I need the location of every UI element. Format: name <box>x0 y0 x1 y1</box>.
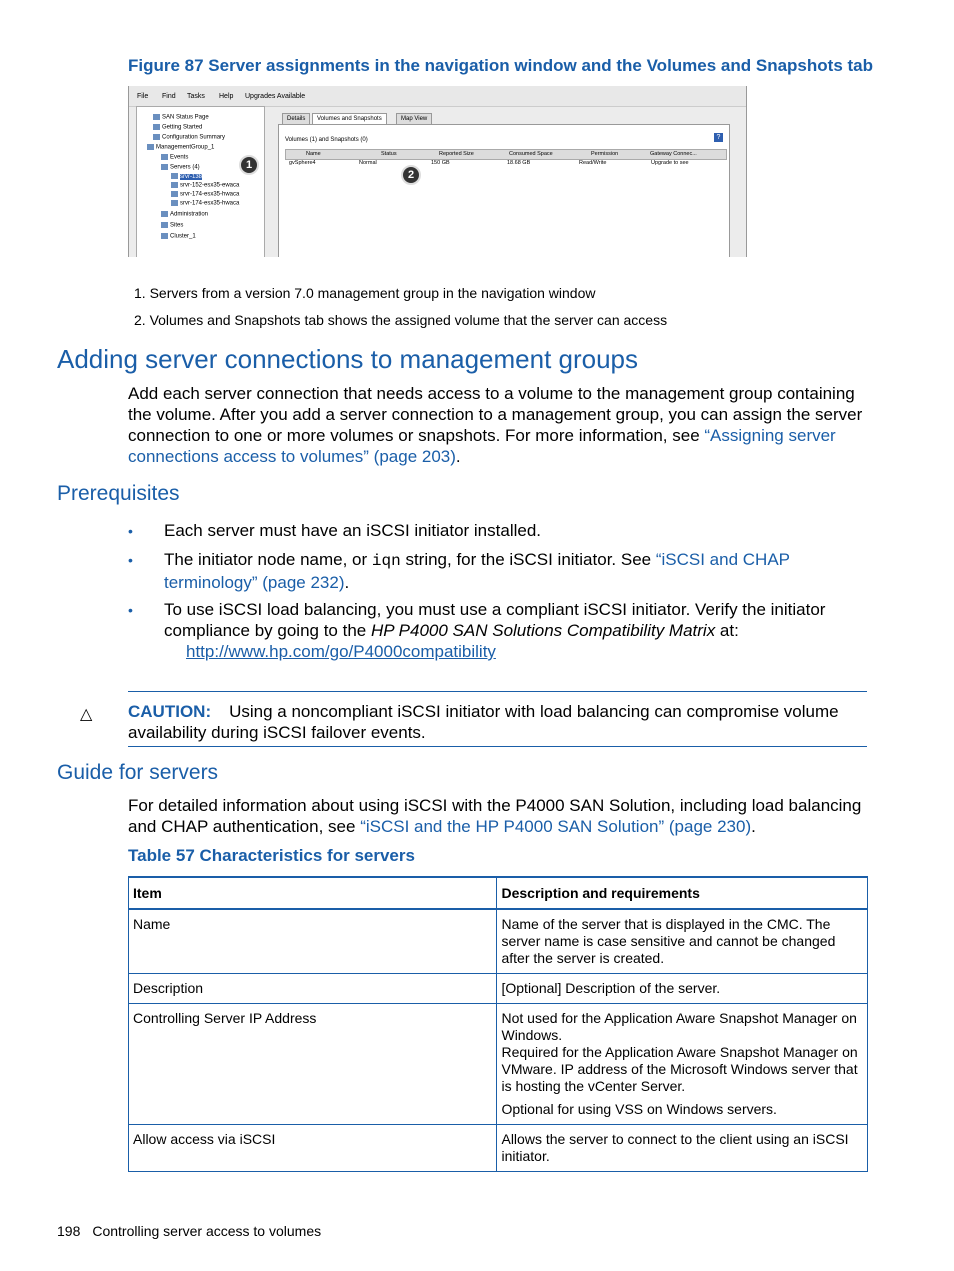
bullet-icon: • <box>128 523 133 539</box>
intro-text: Add each server connection that needs access to a volume to the management group containing the volume. After you add a server connection to a management group, you can assign the server connection to one or more volumes or snapshots. For more information, see <box>128 384 863 445</box>
nav-label: Events <box>170 154 189 161</box>
guide-heading: Guide for servers <box>57 761 219 784</box>
table-row <box>129 974 868 1004</box>
b2-end: . <box>344 573 350 592</box>
nav-label: Servers (4) <box>170 164 200 171</box>
server-icon <box>171 182 178 188</box>
nav-label: srvr-152-esx35-ewaca <box>180 182 240 189</box>
section-intro <box>128 383 873 467</box>
iqn-code: iqn <box>371 552 401 570</box>
b3-text: To use iSCSI load balancing, you must use a compliant iSCSI initiator. Verify the initiator compliance by going to the <box>164 600 826 640</box>
nav-item-events[interactable] <box>161 154 188 161</box>
b3-text-cont: at: <box>715 621 739 640</box>
summary-icon <box>153 134 160 140</box>
figure-note-2: 2. Volumes and Snapshots tab shows the assigned volume that the server can access <box>134 312 668 328</box>
col-name[interactable]: Name <box>306 151 321 157</box>
nav-item-getting-started[interactable] <box>153 124 202 131</box>
help-icon[interactable]: ? <box>714 133 723 142</box>
menu-help[interactable]: Help <box>219 93 234 100</box>
desc-text: Not used for the Application Aware Snapshot Manager on Windows. Required for the Application Aware Snapshot Manager on VMware. IP address of the Microsoft Windows server that is hosting the vCenter Server. <box>501 1010 858 1094</box>
nav-item-cluster[interactable] <box>161 233 196 240</box>
volumes-tab-body <box>278 124 730 257</box>
b2-text: The initiator node name, or <box>164 550 372 569</box>
volume-reported-size: 150 GB <box>431 160 450 166</box>
row-description <box>497 1125 868 1172</box>
page-icon <box>153 124 160 130</box>
col-reported-size[interactable]: Reported Size <box>439 151 474 157</box>
nav-item-servers[interactable] <box>161 164 200 171</box>
menu-tasks[interactable]: Tasks <box>187 93 205 100</box>
nav-item-server-138[interactable] <box>171 173 202 180</box>
table-title: Table 57 Characteristics for servers <box>128 846 415 865</box>
row-item: Name <box>129 909 497 974</box>
nav-label: SAN Status Page <box>162 114 209 121</box>
guide-end: . <box>751 817 756 836</box>
admin-icon <box>161 211 168 217</box>
bullet-icon: • <box>128 552 133 568</box>
figure-title: Figure 87 Server assignments in the navigation window and the Volumes and Snapshots tab <box>128 56 873 75</box>
menu-file[interactable]: File <box>137 93 149 100</box>
menu-find[interactable]: Find <box>162 93 176 100</box>
col-permission[interactable]: Permission <box>591 151 619 157</box>
iscsi-solution-link[interactable]: “iSCSI and the HP P4000 SAN Solution” (page 230) <box>360 817 752 836</box>
volume-permission: Read/Write <box>579 160 607 166</box>
navigation-window <box>136 106 265 257</box>
nav-item-config-summary[interactable] <box>153 134 225 141</box>
table-row <box>129 909 868 974</box>
row-description <box>497 909 868 974</box>
caution-body: Using a noncompliant iSCSI initiator with load balancing can compromise volume availability during iSCSI failover events. <box>128 702 839 742</box>
server-icon <box>171 173 178 179</box>
desc-text: Optional for using VSS on Windows servers. <box>501 1101 777 1117</box>
nav-label: ManagementGroup_1 <box>156 144 215 151</box>
intro-end: . <box>455 447 461 466</box>
caution-text <box>128 701 867 743</box>
volume-gateway: Upgrade to see <box>651 160 689 166</box>
col-status[interactable]: Status <box>381 151 397 157</box>
figure-screenshot <box>128 86 747 257</box>
nav-label: Configuration Summary <box>162 134 226 141</box>
volume-consumed-space: 18.68 GB <box>507 160 531 166</box>
caution-icon: △ <box>80 706 93 723</box>
header-item: Item <box>129 877 497 909</box>
col-gateway[interactable]: Gateway Connec... <box>650 151 697 157</box>
group-icon <box>147 144 154 150</box>
section-heading: Adding server connections to management groups <box>57 344 639 374</box>
compatibility-matrix-title: HP P4000 SAN Solutions Compatibility Matrix <box>370 621 716 640</box>
assigning-server-link[interactable]: “Assigning server connections access to volumes” (page 203) <box>128 426 836 466</box>
col-consumed-space[interactable]: Consumed Space <box>509 151 553 157</box>
prerequisites-heading: Prerequisites <box>57 482 180 505</box>
callout-1: 1 <box>239 155 259 175</box>
nav-item-administration[interactable] <box>161 211 208 218</box>
table-row <box>129 1125 868 1172</box>
page-number: 198 <box>57 1223 81 1239</box>
menu-bar <box>129 86 746 107</box>
volume-status: Normal <box>359 160 377 166</box>
tab-map-view[interactable]: Map View <box>396 113 432 125</box>
row-item: Description <box>129 974 497 1004</box>
guide-paragraph <box>128 795 873 837</box>
table-header-row <box>129 877 868 909</box>
iscsi-chap-link[interactable]: “iSCSI and CHAP terminology” (page 232) <box>164 550 790 592</box>
nav-item-san-status[interactable] <box>153 114 209 121</box>
desc-text: Allows the server to connect to the client using an iSCSI initiator. <box>501 1131 849 1164</box>
compatibility-url-link[interactable]: http://www.hp.com/go/P4000compatibility <box>186 642 496 661</box>
characteristics-table <box>128 876 868 1172</box>
nav-item-server-174a[interactable] <box>171 191 239 198</box>
nav-label: Cluster_1 <box>170 233 196 240</box>
footer-text: Controlling server access to volumes <box>92 1223 322 1239</box>
prereq-bullet-3 <box>164 599 864 662</box>
figure-note-1: 1. Servers from a version 7.0 management group in the navigation window <box>134 285 596 301</box>
events-icon <box>161 154 168 160</box>
nav-label: srvr-174-esx35-hwaca <box>180 200 240 207</box>
prereq-bullet-1: Each server must have an iSCSI initiator installed. <box>164 521 542 540</box>
nav-item-management-group[interactable] <box>147 144 214 151</box>
details-pane <box>274 106 746 257</box>
nav-label: srvr-138 <box>180 173 203 180</box>
row-description <box>497 1004 868 1125</box>
page-icon <box>153 114 160 120</box>
desc-text: [Optional] Description of the server. <box>501 980 721 996</box>
servers-icon <box>161 164 168 170</box>
row-item: Allow access via iSCSI <box>129 1125 497 1172</box>
server-icon <box>171 200 178 206</box>
tab-details[interactable]: Details <box>282 113 310 125</box>
tab-volumes-and-snapshots[interactable]: Volumes and Snapshots <box>312 113 387 125</box>
guide-text: For detailed information about using iSCSI with the P4000 SAN Solution, including load balancing and CHAP authentication, see <box>128 796 862 836</box>
volume-row[interactable] <box>285 159 725 168</box>
header-description: Description and requirements <box>497 877 868 909</box>
menu-upgrades-available[interactable]: Upgrades Available <box>245 93 306 100</box>
volumes-count-label: Volumes (1) and Snapshots (0) <box>285 137 368 143</box>
prereq-bullet-2 <box>164 549 864 593</box>
nav-item-sites[interactable] <box>161 222 183 229</box>
server-icon <box>171 191 178 197</box>
desc-text: Name of the server that is displayed in the CMC. The server name is case sensitive and cannot be changed after the server is created. <box>501 916 836 966</box>
row-item: Controlling Server IP Address <box>129 1004 497 1125</box>
b2-text-cont: string, for the iSCSI initiator. See <box>400 550 656 569</box>
callout-2: 2 <box>401 165 421 185</box>
row-description <box>497 974 868 1004</box>
nav-label: Getting Started <box>162 124 203 131</box>
table-row <box>129 1004 868 1125</box>
caution-label: CAUTION: <box>128 702 212 721</box>
cluster-icon <box>161 233 168 239</box>
caution-box <box>128 691 867 747</box>
nav-item-server-174b[interactable] <box>171 200 239 207</box>
nav-label: Sites <box>170 222 184 229</box>
nav-item-server-152[interactable] <box>171 182 239 189</box>
nav-label: Administration <box>170 211 209 218</box>
bullet-icon: • <box>128 602 133 618</box>
page-footer <box>57 1223 321 1239</box>
volume-name: gvSphere4 <box>289 160 316 166</box>
nav-label: srvr-174-esx35-hwaca <box>180 191 240 198</box>
sites-icon <box>161 222 168 228</box>
